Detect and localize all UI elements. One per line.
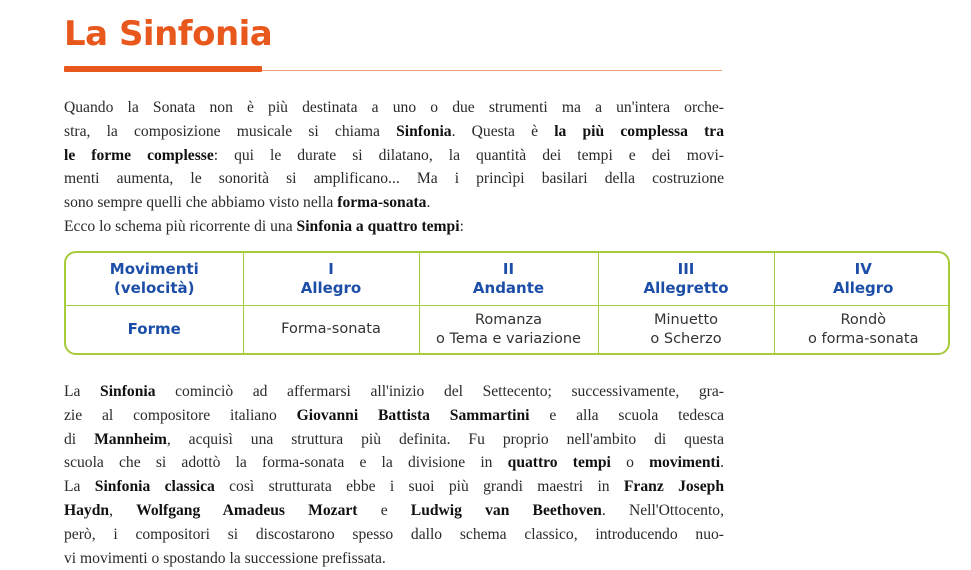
title-underline-rule xyxy=(262,70,722,71)
text-line: però, i compositori si discostarono spesso dallo schema classico, introducendo nuo- xyxy=(64,525,724,543)
forms-header-cell: Forme xyxy=(66,306,243,354)
movement-4-header: IV Allegro xyxy=(774,253,950,306)
movements-header-cell: Movimenti (velocità) xyxy=(66,253,243,306)
text-line: di Mannheim, acquisì una struttura più definita. Fu proprio nell'ambito di questa xyxy=(64,430,724,448)
text-line: Quando la Sonata non è più destinata a uno o due strumenti ma a un'intera orche- xyxy=(64,99,724,116)
movements-row xyxy=(66,253,950,306)
text-line: La Sinfonia classica così strutturata ebbe i suoi più grandi maestri in Franz Joseph xyxy=(64,478,724,496)
text-line: Haydn, Wolfgang Amadeus Mozart e Ludwig van Beethoven. Nell'Ottocento, xyxy=(64,501,724,519)
intro-paragraph xyxy=(64,96,724,239)
text-line: zie al compositore italiano Giovanni Battista Sammartini e alla scuola tedesca xyxy=(64,406,724,424)
form-cell-4: Rondò o forma-sonata xyxy=(774,306,950,354)
form-cell-1: Forma-sonata xyxy=(243,306,419,354)
text-line: La Sinfonia cominciò ad affermarsi all'inizio del Settecento; successivamente, gra- xyxy=(64,383,724,400)
text-line: stra, la composizione musicale si chiama Sinfonia. Questa è la più complessa tra xyxy=(64,122,724,140)
movement-1-header: I Allegro xyxy=(243,253,419,306)
text-line: le forme complesse: qui le durate si dilatano, la quantità dei tempi e dei movi- xyxy=(64,146,724,164)
form-cell-2: Romanza o Tema e variazione xyxy=(419,306,598,354)
text-line: menti aumenta, le sonorità si amplificano... Ma i princìpi basilari della costruzione xyxy=(64,170,724,188)
forms-row xyxy=(66,306,950,354)
text-line: scuola che si adottò la forma-sonata e la divisione in quattro tempi o movimenti. xyxy=(64,454,724,472)
page-title: La Sinfonia xyxy=(64,14,273,54)
title-underline-accent xyxy=(64,66,262,72)
form-cell-3: Minuetto o Scherzo xyxy=(598,306,774,354)
movement-3-header: III Allegretto xyxy=(598,253,774,306)
text-line: Ecco lo schema più ricorrente di una Sinfonia a quattro tempi: xyxy=(64,217,464,235)
text-line: vi movimenti o spostando la successione prefissata. xyxy=(64,549,386,567)
symphony-scheme-table xyxy=(64,251,950,355)
history-paragraph xyxy=(64,380,724,570)
text-line: sono sempre quelli che abbiamo visto nella forma-sonata. xyxy=(64,194,431,212)
movement-2-header: II Andante xyxy=(419,253,598,306)
